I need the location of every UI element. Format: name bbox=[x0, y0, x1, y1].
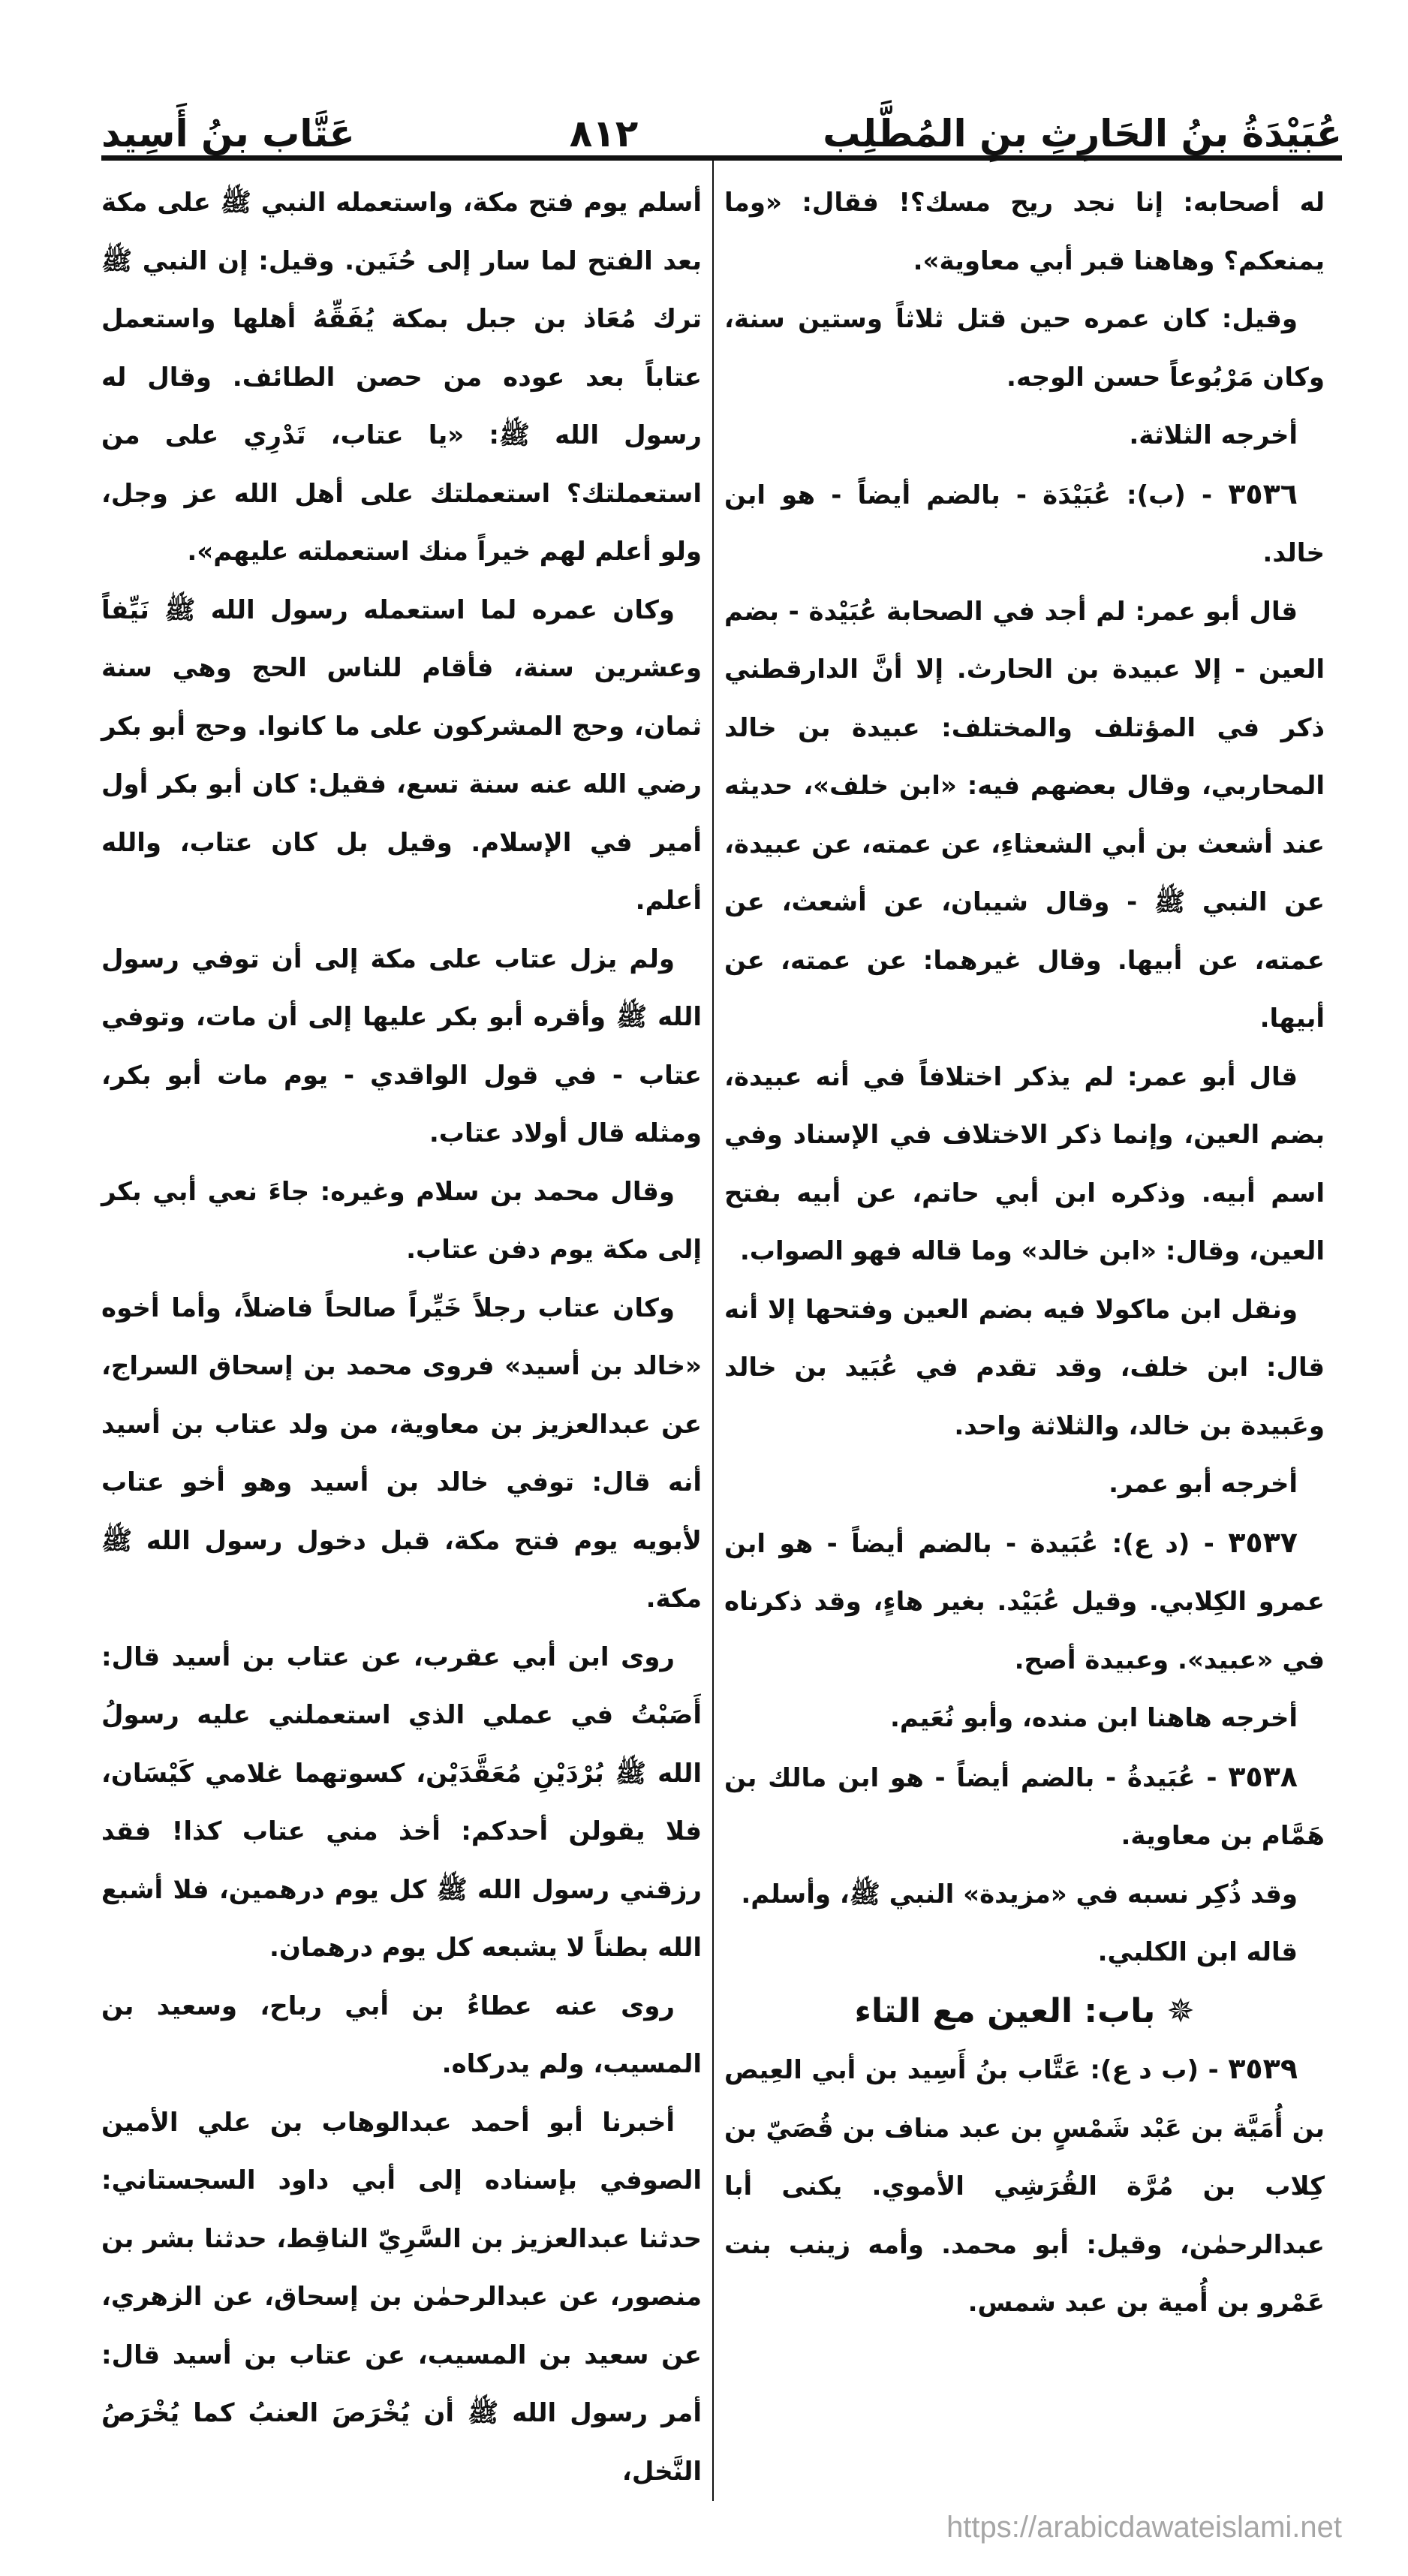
paragraph: وقد ذُكِر نسبه في «مزيدة» النبي ﷺ، وأسلم. bbox=[741, 1879, 1298, 1909]
entry-number: ٣٥٣٨ bbox=[1228, 1759, 1298, 1793]
paragraph: روى عنه عطاءُ بن أبي رباح، وسعيد بن المسيب، ولم يدركاه. bbox=[101, 1991, 702, 2079]
column-divider bbox=[712, 161, 714, 2501]
text: أسلم يوم فتح مكة، واستعمله النبي ﷺ على مكة بعد الفتح لما سار إلى حُنَين. وقيل: إن النبي ﷺ ترك مُعَاذ بن جبل بمكة يُفَقِّهُ أهلها واستعمل عتاباً بعد عوده من حصن الطائف. وقال له رسول الله ﷺ: bbox=[101, 188, 702, 450]
paragraph bbox=[724, 174, 1325, 290]
hadith-quote: «وما يمنعكم؟ وهاهنا قبر أبي معاوية». bbox=[724, 188, 1325, 276]
text: - (د ع): عُبَيدة - بالضم أيضاً - هو ابن عمرو الكِلابي. وقيل عُبَيْد. بغير هاءٍ، وقد ذكرناه في «عبيد». وعبيدة أصح. bbox=[724, 1528, 1325, 1675]
running-head-right: عُبَيْدَةُ بنُ الحَارِثِ بنِ المُطَّلِب bbox=[823, 112, 1342, 155]
entry-3536 bbox=[724, 465, 1325, 583]
header-rule bbox=[101, 155, 1342, 161]
paragraph: أخرجه الثلاثة. bbox=[1129, 420, 1298, 450]
paragraph: أخرجه أبو عمر. bbox=[1109, 1469, 1298, 1499]
paragraph: ونقل ابن ماكولا فيه بضم العين وفتحها إلا أنه قال: ابن خلف، وقد تقدم في عُبَيد بن خالد وعَبيدة بن خالد، والثلاثة واحد. bbox=[724, 1294, 1325, 1441]
paragraph: وكان عتاب رجلاً خَيِّراً صالحاً فاضلاً، وأما أخوه «خالد بن أسيد» فروى محمد بن إسحاق السراج، عن عبدالعزيز بن معاوية، من ولد عتاب بن أسيد أنه قال: توفي خالد بن أسيد وهو أخو عتاب لأبويه يوم فتح مكة، قبل دخول رسول الله ﷺ مكة. bbox=[101, 1293, 702, 1614]
entry-number: ٣٥٣٧ bbox=[1228, 1525, 1298, 1559]
paragraph: أخبرنا أبو أحمد عبدالوهاب بن علي الأمين الصوفي بإسناده إلى أبي داود السجستاني: حدثنا عبدالعزيز بن السَّرِيّ الناقِط، حدثنا بشر بن منصور، عن عبدالرحمٰن بن إسحاق، عن الزهري، عن سعيد بن المسيب، عن عتاب بن أسيد قال: أمر رسول الله ﷺ أن يُخْرَصَ العنبُ كما يُخْرَصُ النَّخل، bbox=[101, 2107, 702, 2487]
paragraph: قال أبو عمر: لم أجد في الصحابة عُبَيْدة - بضم العين - إلا عبيدة بن الحارث. إلا أنَّ الدارقطني ذكر في المؤتلف والمختلف: عبيدة بن خالد المحاربي، وقال بعضهم فيه: «ابن خلف»، حديثه عند أشعث بن أبي الشعثاءِ، عن عمته، عن عبيدة، عن النبي ﷺ - وقال شيبان، عن أشعث، عن عمته، عن أبيها. وقال غيرهما: عن عمته، عن أبيها. bbox=[724, 596, 1325, 1034]
paragraph: وقيل: كان عمره حين قتل ثلاثاً وستين سنة، وكان مَرْبُوعاً حسن الوجه. bbox=[724, 304, 1325, 393]
paragraph: روى ابن أبي عقرب، عن عتاب بن أسيد قال: أَصَبْتُ في عملي الذي استعملني عليه رسولُ الله ﷺ بُرْدَيْنِ مُعَقَّدَيْن، كسوتهما غلامي كَيْسَان، فلا يقولن أحدكم: أخذ مني عتاب كذا! فقد رزقني رسول الله ﷺ كل يوم درهمين، فلا أشبع الله بطناً لا يشبعه كل يوم درهمان. bbox=[101, 1642, 702, 1963]
paragraph: أخرجه هاهنا ابن منده، وأبو نُعَيم. bbox=[889, 1703, 1298, 1733]
text: بن أبي العِيص بن أُمَيَّة بن عَبْد شَمْسٍ بن عبد مناف بن قُصَيّ بن كِلاب بن مُرَّة القُرَشِي الأموي. يكنى أبا عبدالرحمٰن، وقيل: أبو محمد. وأمه زينب بنت عَمْرو بن أُمية بن عبد شمس. bbox=[724, 2055, 1325, 2318]
text: له أصحابه: إنا نجد ريح مسك؟! فقال: bbox=[781, 188, 1325, 218]
star-ornament-icon: ✵ bbox=[1166, 1991, 1195, 2030]
entry-number: ٣٥٣٦ bbox=[1228, 477, 1298, 510]
text: - (ب): عُبَيْدَة - بالضم أيضاً - هو ابن خالد. bbox=[724, 480, 1325, 568]
paragraph: قال أبو عمر: لم يذكر اختلافاً في أنه عبيدة، بضم العين، وإنما ذكر الاختلاف في الإسناد وفي اسم أبيه. وذكره ابن أبي حاتم، عن أبيه بفتح العين، وقال: «ابن خالد» وما قاله فهو الصواب. bbox=[724, 1061, 1325, 1266]
right-column bbox=[724, 161, 1325, 2501]
entry-number: ٣٥٣٩ bbox=[1228, 2052, 1298, 2085]
running-head-left: عَتَّاب بنُ أَسِيد bbox=[101, 112, 355, 155]
entry-3539 bbox=[724, 2040, 1325, 2333]
entry-3537 bbox=[724, 1514, 1325, 1690]
columns bbox=[101, 161, 1342, 2501]
watermark-url: https://arabicdawateislami.net bbox=[946, 2511, 1342, 2544]
paragraph: وكان عمره لما استعمله رسول الله ﷺ نَيِّفاً وعشرين سنة، فأقام للناس الحج وهي سنة ثمان، وحج المشركون على ما كانوا. وحج أبو بكر رضي الله عنه سنة تسع، فقيل: كان أبو بكر أول أمير في الإسلام. وقيل بل كان عتاب، والله أعلم. bbox=[101, 594, 702, 916]
entry-3538 bbox=[724, 1748, 1325, 1866]
hadith-quote: «يا عتاب، تَدْرِي على من استعملتك؟ استعملتك على أهل الله عز وجل، ولو أعلم لهم خيراً منك استعملته عليهم». bbox=[101, 420, 702, 567]
entry-head: - (ب د ع): عَتَّاب بنُ أَسِيد bbox=[907, 2055, 1229, 2085]
left-column bbox=[101, 161, 702, 2501]
paragraph: وقال محمد بن سلام وغيره: جاءَ نعي أبي بكر إلى مكة يوم دفن عتاب. bbox=[101, 1176, 702, 1265]
chapter-heading bbox=[724, 1982, 1325, 2041]
chapter-title: باب: العين مع التاء bbox=[854, 1991, 1156, 2030]
text: - عُبَيدةُ - بالضم أيضاً - هو ابن مالك بن هَمَّام بن معاوية. bbox=[724, 1762, 1325, 1851]
page-number: ٨١٢ bbox=[569, 112, 639, 155]
paragraph: قاله ابن الكلبي. bbox=[1097, 1937, 1298, 1967]
paragraph: ولم يزل عتاب على مكة إلى أن توفي رسول الله ﷺ وأقره أبو بكر عليها إلى أن مات، وتوفي عتاب - في قول الواقدي - يوم مات أبو بكر، ومثله قال أولاد عتاب. bbox=[101, 943, 702, 1148]
paragraph bbox=[101, 174, 702, 582]
running-head bbox=[101, 90, 1342, 155]
